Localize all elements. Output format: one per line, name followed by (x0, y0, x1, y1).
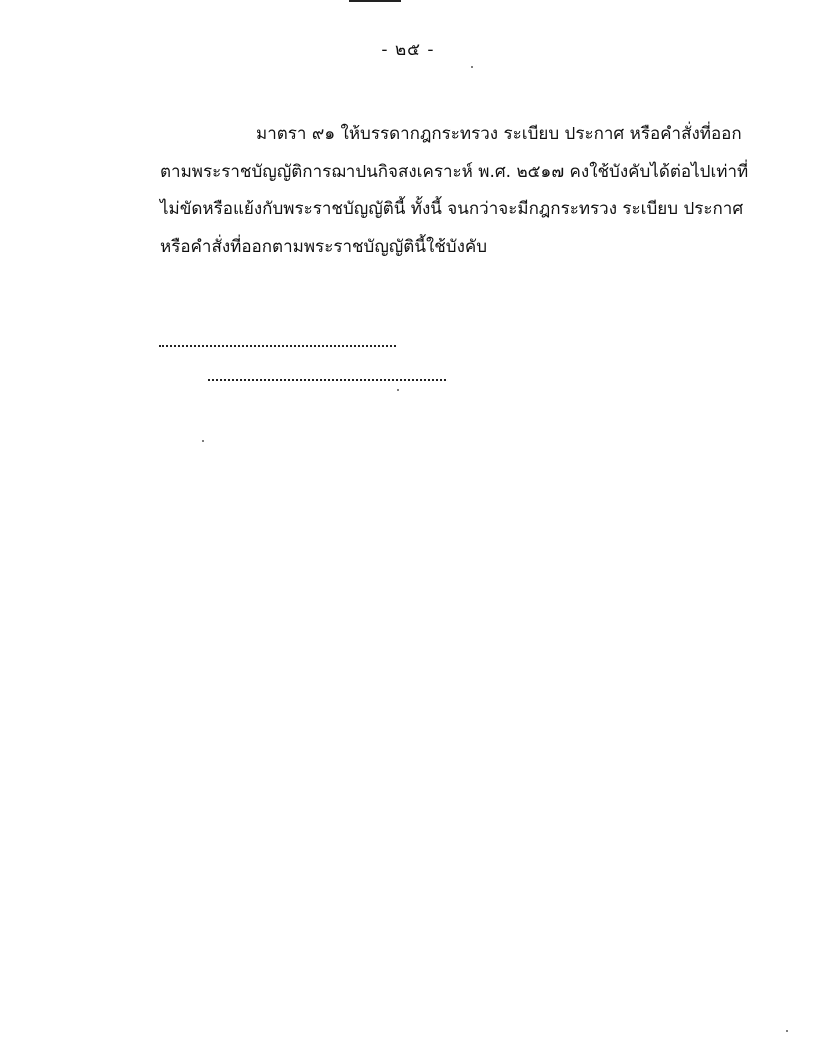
paragraph-line: ไม่ขัดหรือแย้งกับพระราชบัญญัตินี้ ทั้งนี้ จนกว่าจะมีกฎกระทรวง ระเบียบ ประกาศ (160, 199, 744, 219)
top-rule (349, 0, 401, 2)
scan-speck (397, 389, 399, 391)
paragraph-line: หรือคำสั่งที่ออกตามพระราชบัญญัตินี้ใช้บังคับ (160, 236, 488, 257)
dotted-rule (208, 371, 446, 381)
scan-speck (471, 66, 473, 68)
page-number: - ๒๕ - (381, 40, 435, 60)
dotted-rule (159, 337, 396, 347)
section-paragraph (160, 116, 749, 266)
scan-speck (202, 440, 204, 442)
scan-speck (786, 1030, 788, 1032)
paragraph-line: มาตรา ๙๑ ให้บรรดากฎกระทรวง ระเบียบ ประกาศ หรือคำสั่งที่ออก (256, 124, 742, 144)
paragraph-line: ตามพระราชบัญญัติการฌาปนกิจสงเคราะห์ พ.ศ. ๒๕๑๗ คงใช้บังคับได้ต่อไปเท่าที่ (160, 161, 749, 182)
